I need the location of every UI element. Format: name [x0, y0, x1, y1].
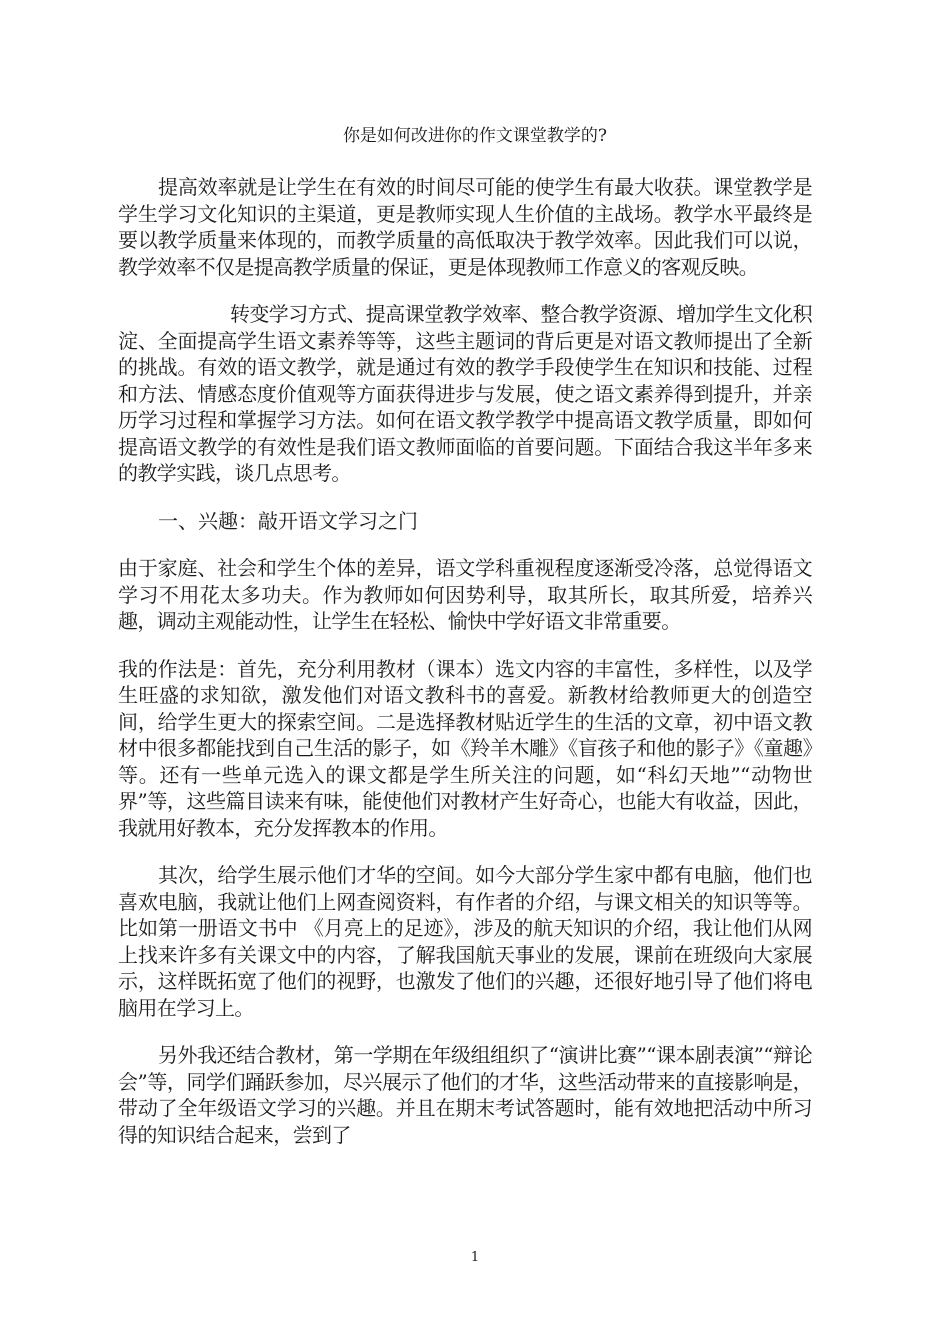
paragraph-background: 由于家庭、社会和学生个体的差异，语文学科重视程度逐渐受冷落，总觉得语文学习不用花太多功夫。作为教师如何因势利导，取其所长，取其所爱，培养兴趣，调动主观能动性，让学生在轻松、愉快中学好语文非常重要。 — [118, 556, 812, 633]
document-body — [118, 174, 812, 1169]
paragraph-efficiency: 提高效率就是让学生在有效的时间尽可能的使学生有最大收获。课堂教学是学生学习文化知识的主渠道，更是教师实现人生价值的主战场。教学水平最终是要以教学质量来体现的，而教学质量的高低取决于教学效率。因此我们可以说，教学效率不仅是提高教学质量的保证，更是体现教师工作意义的客观反映。 — [118, 175, 812, 279]
page-title: 你是如何改进你的作文课堂教学的? — [342, 126, 608, 146]
paragraph-method: 我的作法是：首先，充分利用教材（课本）选文内容的丰富性，多样性，以及学生旺盛的求知欲，激发他们对语文教科书的喜爱。新教材给教师更大的创造空间，给学生更大的探索空间。二是选择教材贴近学生的生活的文章，初中语文教材中很多都能找到自己生活的影子，如《羚羊木雕》《盲孩子和他的影子》《童趣》等。还有一些单元选入的课文都是学生所关注的问题，如“科幻天地”“动物世界”等，这些篇目读来有味，能使他们对教材产生好奇心，也能大有收益，因此，我就用好教本，充分发挥教本的作用。 — [118, 656, 812, 840]
paragraph-activities: 另外我还结合教材，第一学期在年级组组织了“演讲比赛”“课本剧表演”“辩论会”等，同学们踊跃参加，尽兴展示了他们的才华，这些活动带来的直接影响是，带动了全年级语文学习的兴趣。并且在期末考试答题时，能有效地把活动中所习得的知识结合起来，尝到了 — [118, 1043, 812, 1147]
section-heading-interest: 一、兴趣：敲开语文学习之门 — [158, 508, 418, 533]
page-number: 1 — [470, 1250, 480, 1265]
paragraph-challenges: 转变学习方式、提高课堂教学效率、整合教学资源、增加学生文化积淀、全面提高学生语文素养等等，这些主题词的背后更是对语文教师提出了全新的挑战。有效的语文教学，就是通过有效的教学手段使学生在知识和技能、过程和方法、情感态度价值观等方面获得进步与发展，使之语文素养得到提升，并亲历学习过程和掌握学习方法。如何在语文教学教学中提高语文教学质量，即如何提高语文教学的有效性是我们语文教师面临的首要问题。下面结合我这半年多来的教学实践，谈几点思考。 — [118, 302, 812, 485]
paragraph-showcase: 其次，给学生展示他们才华的空间。如今大部分学生家中都有电脑，他们也喜欢电脑，我就让他们上网查阅资料，有作者的介绍，与课文相关的知识等等。比如第一册语文书中 《月亮上的足迹》，涉及的航天知识的介绍，我让他们从网上找来许多有关课文中的内容，了解我国航天事业的发展，课前在班级向大家展示，这样既拓宽了他们的视野，也激发了他们的兴趣，还很好地引导了他们将电脑用在学习上。 — [118, 863, 812, 1020]
